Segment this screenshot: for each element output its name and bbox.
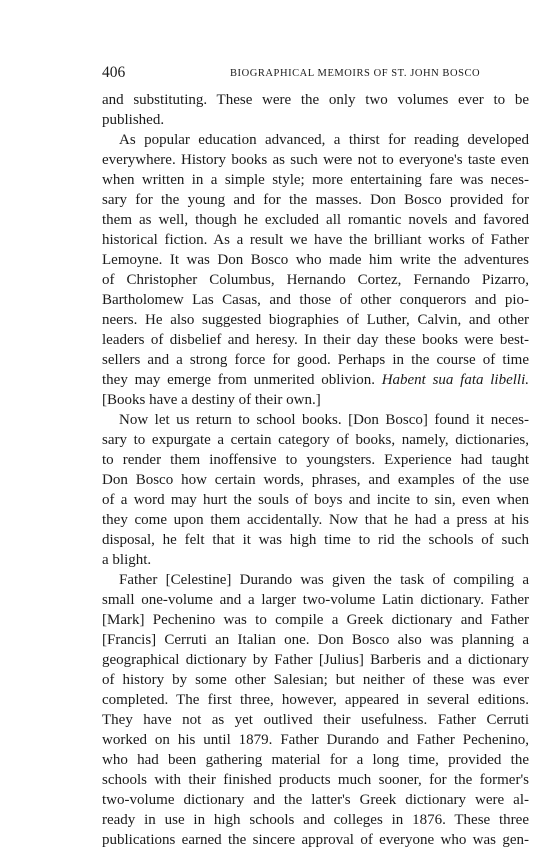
text-line: of a word may hurt the souls of boys and incite to sin, even when — [102, 492, 529, 508]
text-line: of Christopher Columbus, Hernando Cortez, Fernando Pizarro, — [102, 272, 529, 288]
text-line: publications earned the sincere approval of everyone who was gen- — [102, 832, 529, 848]
text-line: and substituting. These were the only two volumes ever to be — [102, 92, 529, 108]
text-line: schools with their finished products much sooner, for the former's — [102, 772, 529, 788]
text-line: they come upon them accidentally. Now that he had a press at his — [102, 512, 529, 528]
text-line: As popular education advanced, a thirst for reading developed — [119, 132, 529, 148]
text-line: [Mark] Pechenino was to compile a Greek dictionary and Father — [102, 612, 529, 628]
text-line: worked on his until 1879. Father Durando and Father Pechenino, — [102, 732, 529, 748]
text-line: neers. He also suggested biographies of Luther, Calvin, and other — [102, 312, 529, 328]
running-head-title: BIOGRAPHICAL MEMOIRS OF ST. JOHN BOSCO — [230, 68, 481, 79]
paragraph — [102, 90, 529, 130]
text-line: two-volume dictionary and the latter's Greek dictionary were al- — [102, 792, 529, 808]
text-line: who had been gathering material for a long time, provided the — [102, 752, 529, 768]
text-line: leaders of disbelief and heresy. In their day these books were best- — [102, 332, 529, 348]
text-line: sellers and a strong force for good. Perhaps in the course of time — [102, 352, 529, 368]
body-text — [102, 90, 529, 850]
text-line — [102, 370, 529, 390]
text-line: to render them inoffensive to youngsters. Experience had taught — [102, 452, 529, 468]
text-line: published. — [102, 112, 165, 128]
text-line: completed. The first three, however, appeared in several editions. — [102, 692, 529, 708]
paragraph — [102, 410, 529, 570]
text-line: ready in use in high schools and colleges in 1876. These three — [102, 812, 529, 828]
text-line: disposal, he felt that it was high time to rid the schools of such — [102, 532, 529, 548]
text-line: [Books have a destiny of their own.] — [102, 392, 321, 408]
text-line: [Francis] Cerruti an Italian one. Don Bosco also was planning a — [102, 632, 529, 648]
text-line: Lemoyne. It was Don Bosco who made him write the adventures — [102, 252, 529, 268]
paragraph — [102, 130, 529, 410]
running-head — [102, 63, 529, 83]
text-line: historical fiction. As a result we have the brilliant works of Father — [102, 232, 529, 248]
text-line: everywhere. History books as such were not to everyone's taste even — [102, 152, 529, 168]
text-line: of history by some other Salesian; but neither of these was ever — [102, 672, 529, 688]
text-line: Don Bosco how certain words, phrases, and examples of the use — [102, 472, 529, 488]
text-line: Now let us return to school books. [Don Bosco] found it neces- — [119, 412, 529, 428]
latin-phrase: Habent sua fata libelli. — [381, 372, 529, 388]
paragraph — [102, 570, 529, 850]
text-line: They have not as yet outlived their usefulness. Father Cerruti — [102, 712, 529, 728]
text-line: sary to expurgate a certain category of books, namely, dictionaries, — [102, 432, 529, 448]
text-line: Father [Celestine] Durando was given the task of compiling a — [119, 572, 529, 588]
text-line: geographical dictionary by Father [Julius] Barberis and a dictionary — [102, 652, 529, 668]
text-line: when written in a simple style; more entertaining fare was neces- — [102, 172, 529, 188]
text-line: sary for the young and for the masses. Don Bosco provided for — [102, 192, 529, 208]
text-line: a blight. — [102, 552, 152, 568]
text-line: Bartholomew Las Casas, and those of other conquerors and pio- — [102, 292, 529, 308]
page-number: 406 — [102, 64, 126, 81]
text-line: small one-volume and a larger two-volume Latin dictionary. Father — [102, 592, 529, 608]
text-segment: they may emerge from unmerited oblivion. — [102, 372, 382, 388]
text-line: them as well, though he excluded all romantic novels and favored — [102, 212, 529, 228]
